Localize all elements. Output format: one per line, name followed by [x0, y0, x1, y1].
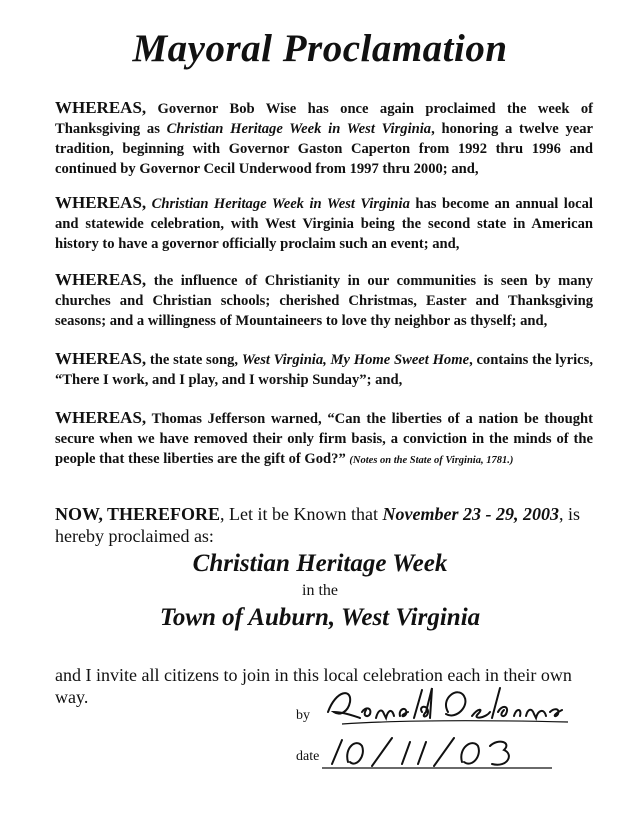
mayor-signature	[322, 682, 572, 730]
whereas-label: WHEREAS,	[55, 270, 147, 289]
now-therefore-label: NOW, THEREFORE	[55, 504, 221, 524]
invitation-text: and I invite all citizens to join in this local celebration each in their own way.	[55, 665, 572, 707]
now-therefore-paragraph: NOW, THEREFORE, Let it be Known that November 23 - 29, 2003, is hereby proclaimed as:	[55, 504, 580, 546]
whereas-label: WHEREAS,	[55, 98, 147, 117]
whereas-paragraph-3: WHEREAS, the influence of Christianity in our communities is seen by many churches and Christian schools; cherished Christmas, Easter and Thanksgiving seasons; and a willingness of Mountaineers to love thy neighbor as thyself; and,	[55, 270, 593, 329]
proclaimed-dates: November 23 - 29, 2003	[382, 504, 559, 524]
by-label: by	[296, 708, 310, 723]
in-the-text: in the	[302, 582, 338, 599]
document-title: Mayoral Proclamation	[132, 27, 508, 70]
whereas-paragraph-4: WHEREAS, the state song, West Virginia, My Home Sweet Home, contains the lyrics, “There I work, and I play, and I worship Sunday”; and,	[55, 349, 593, 388]
citation-note: (Notes on the State of Virginia, 1781.)	[349, 455, 514, 466]
whereas-paragraph-2: WHEREAS, Christian Heritage Week in West Virginia has become an annual local and statewide celebration, with West Virginia being the second state in American history to have a governor officially proclaim such an event; and,	[55, 193, 593, 252]
whereas-label: WHEREAS,	[55, 408, 147, 427]
whereas-label: WHEREAS,	[55, 193, 147, 212]
event-name: Christian Heritage Week	[192, 550, 448, 577]
handwritten-date	[322, 734, 552, 774]
whereas-paragraph-1: WHEREAS, Governor Bob Wise has once again proclaimed the week of Thanksgiving as Christian Heritage Week in West Virginia, honoring a twelve year tradition, beginning with Governor Gaston Caperton from 1992 thru 1996 and continued by Governor Cecil Underwood from 1997 thru 2000; and,	[55, 98, 593, 177]
date-label: date	[296, 749, 320, 764]
town-name: Town of Auburn, West Virginia	[159, 604, 481, 631]
whereas-label: WHEREAS,	[55, 349, 147, 368]
whereas-paragraph-5: WHEREAS, Thomas Jefferson warned, “Can the liberties of a nation be thought secure when we have removed their only firm basis, a conviction in the minds of the people that these liberties are the gift of God?” (Notes on the State of Virginia, 1781.)	[55, 408, 593, 467]
